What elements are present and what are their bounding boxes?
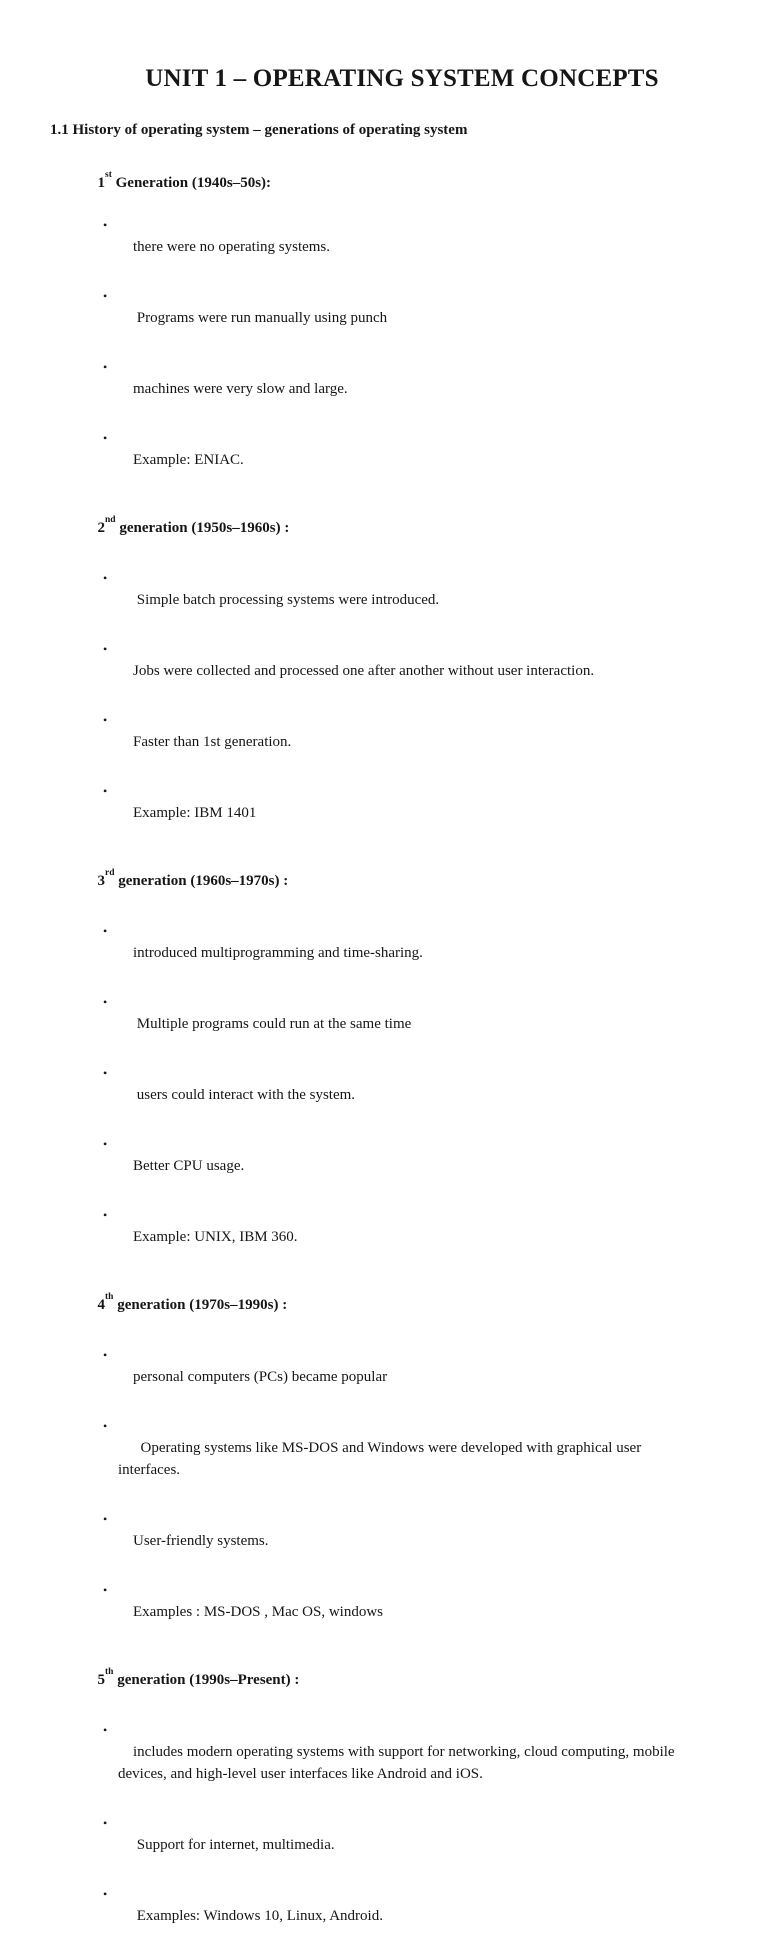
bullet-icon: • [103,1887,108,1901]
list-item [102,1719,692,1807]
list-item [102,1883,692,1949]
bullet-icon: • [103,924,108,938]
bullet-icon: • [103,784,108,798]
bullet-text: Jobs were collected and processed one after another without user interaction. [133,663,595,679]
generation-title-rest: generation (1950s–1960s) : [115,520,290,536]
list-item [102,1579,692,1645]
bullet-icon: • [103,1723,108,1737]
bullet-icon: • [103,218,108,232]
bullet-icon: • [103,1208,108,1222]
bullet-icon: • [103,1348,108,1362]
bullet-list [50,214,696,493]
generation-heading [75,1275,696,1335]
list-item [102,356,692,422]
bullet-text: there were no operating systems. [133,239,331,255]
list-item [102,920,692,986]
bullet-icon: • [103,1816,108,1830]
bullet-text: includes modern operating systems with support for networking, cloud computing, mobile devices, and high-level user interfaces like Android and iOS. [118,1744,679,1782]
list-item [102,214,692,280]
bullet-text: Example: IBM 1401 [133,805,257,821]
list-item [102,638,692,704]
bullet-text: Programs were run manually using punch [133,310,388,326]
generation-number: 3 [97,873,105,889]
bullet-list [50,567,696,846]
list-item [102,1415,692,1503]
bullet-text: User-friendly systems. [133,1533,269,1549]
bullet-list [50,920,696,1270]
bullet-icon: • [103,1512,108,1526]
generation-ordinal: th [105,1291,114,1302]
generation-number: 2 [97,520,105,536]
bullet-icon: • [103,642,108,656]
list-item [102,285,692,351]
generation-section [50,851,696,1270]
list-item [102,1062,692,1128]
bullet-text: Multiple programs could run at the same time [133,1016,412,1032]
generation-ordinal: rd [105,867,115,878]
bullet-text: Faster than 1st generation. [133,734,292,750]
generation-section [50,1275,696,1645]
generation-ordinal: nd [105,514,116,525]
list-item [102,709,692,775]
generation-ordinal: th [105,1666,114,1677]
generation-title-rest: generation (1990s–Present) : [113,1672,300,1688]
bullet-text: machines were very slow and large. [133,381,348,397]
generation-section [50,1650,696,1949]
section-heading: 1.1 History of operating system – generations of operating system [50,122,468,138]
bullet-text: Operating systems like MS-DOS and Windows were developed with graphical user interfaces. [118,1440,645,1478]
generation-number: 1 [97,175,105,191]
generation-heading [75,153,696,213]
list-item [102,1133,692,1199]
generation-heading [75,851,696,911]
generation-number: 4 [97,1297,105,1313]
list-item [102,427,692,493]
bullet-text: Examples : MS-DOS , Mac OS, windows [133,1604,383,1620]
generation-heading [75,498,696,558]
list-item [102,991,692,1057]
generation-section [50,498,696,846]
bullet-icon: • [103,1066,108,1080]
bullet-icon: • [103,995,108,1009]
generation-title-rest: Generation (1940s–50s): [111,175,272,191]
list-item [102,780,692,846]
list-item [102,567,692,633]
bullet-icon: • [103,1583,108,1597]
bullet-text: users could interact with the system. [133,1087,356,1103]
page-title: UNIT 1 – OPERATING SYSTEM CONCEPTS [145,65,659,92]
bullet-icon: • [103,1419,108,1433]
generation-number: 5 [97,1672,105,1688]
list-item [102,1344,692,1410]
bullet-text: Better CPU usage. [133,1158,245,1174]
generations [50,153,696,1949]
bullet-icon: • [103,431,108,445]
list-item [102,1508,692,1574]
generation-title-rest: generation (1970s–1990s) : [113,1297,288,1313]
list-item [102,1812,692,1878]
bullet-icon: • [103,571,108,585]
bullet-text: Simple batch processing systems were introduced. [133,592,440,608]
bullet-icon: • [103,1137,108,1151]
bullet-text: introduced multiprogramming and time-sharing. [133,945,423,961]
bullet-text: Support for internet, multimedia. [133,1837,335,1853]
bullet-text: Examples: Windows 10, Linux, Android. [133,1908,383,1924]
bullet-list [50,1344,696,1645]
generation-title-rest: generation (1960s–1970s) : [114,873,289,889]
bullet-text: Example: UNIX, IBM 360. [133,1229,298,1245]
bullet-icon: • [103,360,108,374]
bullet-icon: • [103,713,108,727]
bullet-list [50,1719,696,1949]
generation-section [50,153,696,493]
bullet-text: Example: ENIAC. [133,452,244,468]
list-item [102,1204,692,1270]
generation-ordinal: st [105,169,112,180]
bullet-icon: • [103,289,108,303]
generation-heading [75,1650,696,1710]
bullet-text: personal computers (PCs) became popular [133,1369,388,1385]
